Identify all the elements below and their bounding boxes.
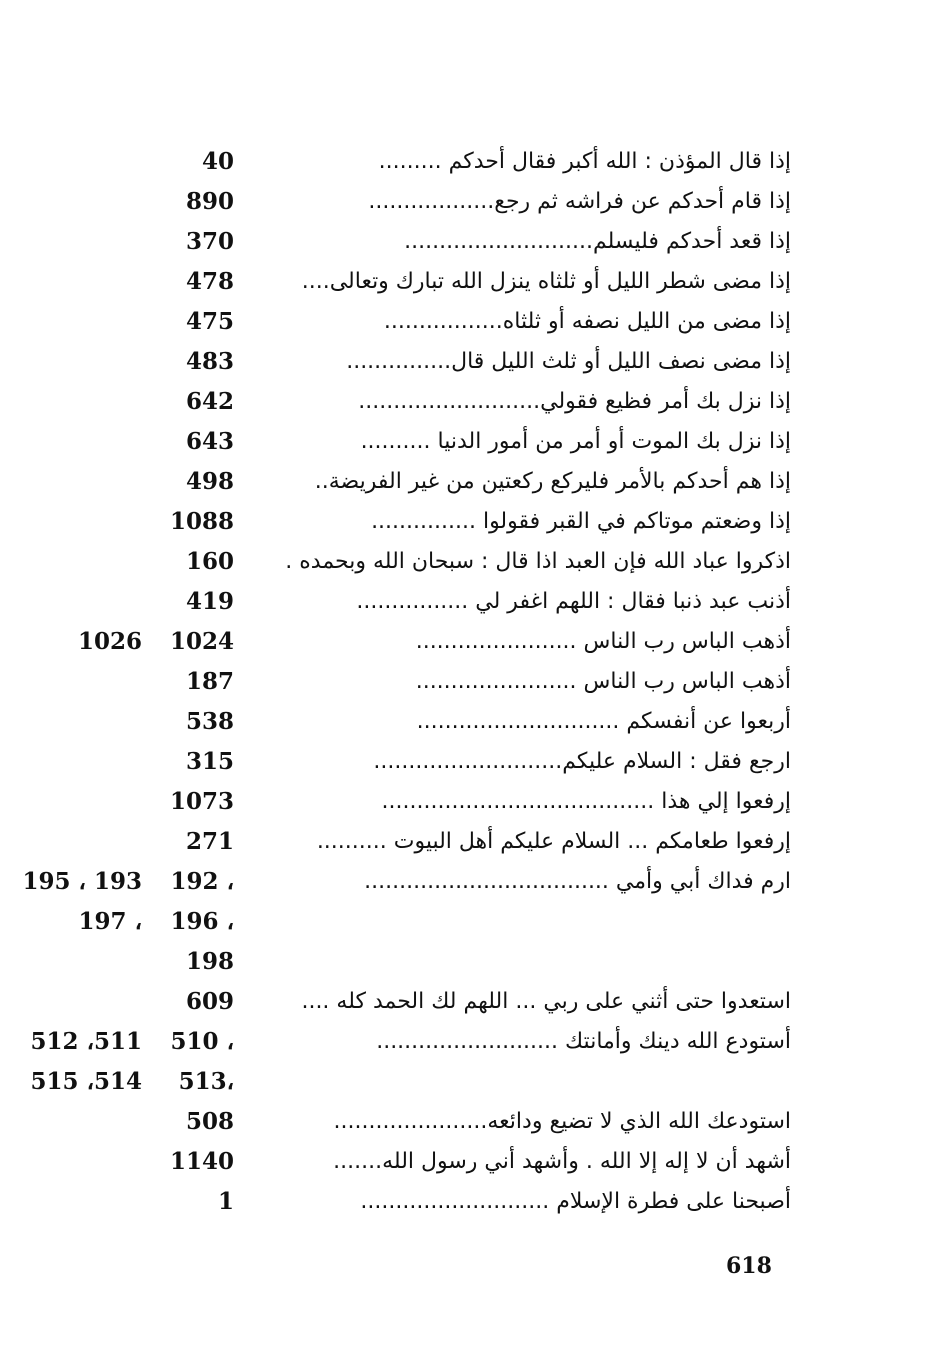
entry-page-number: 1088 bbox=[169, 508, 234, 535]
entry-page-number: 510 ، bbox=[170, 1028, 234, 1055]
entry-text: أشهد أن لا إله إلا الله . وأشهد أني رسول الله....... bbox=[333, 1149, 791, 1174]
index-entry bbox=[0, 702, 934, 742]
entry-text bbox=[261, 1062, 791, 1102]
entry-text: إذا نزل بك الموت أو أمر من أمور الدنيا .......... bbox=[360, 429, 791, 454]
entry-page-number: 370 bbox=[185, 228, 234, 255]
entry-page-extra bbox=[0, 702, 142, 742]
entry-text: إذا قعد أحدكم فليسلم........................... bbox=[404, 229, 791, 254]
entry-page-extra bbox=[0, 182, 142, 222]
entry-page-extra: 512 ،511 bbox=[30, 1028, 142, 1055]
entry-page-number: 642 bbox=[185, 388, 234, 415]
entry-page-number: 192 ، bbox=[170, 868, 234, 895]
entry-text bbox=[261, 902, 791, 942]
entry-page-number: 609 bbox=[185, 988, 234, 1015]
entry-text: ارجع فقل : السلام عليكم........................... bbox=[373, 749, 791, 774]
index-entry bbox=[0, 222, 934, 262]
entry-page-extra bbox=[0, 742, 142, 782]
entry-page-number: 483 bbox=[185, 348, 234, 375]
entry-page-extra bbox=[0, 662, 142, 702]
entry-text: أستودع الله دينك وأمانتك .......................... bbox=[376, 1029, 791, 1054]
entry-page-extra bbox=[0, 822, 142, 862]
entry-text: أذنب عبد ذنبا فقال : اللهم اغفر لي ................ bbox=[356, 589, 791, 614]
entry-page-extra bbox=[0, 222, 142, 262]
entry-page-number: 508 bbox=[185, 1108, 234, 1135]
entry-page-extra bbox=[0, 1142, 142, 1182]
index-entry bbox=[0, 822, 934, 862]
entry-page-extra: 195 ، 193 bbox=[22, 868, 142, 895]
entry-page-extra bbox=[0, 982, 142, 1022]
entry-page-extra bbox=[0, 942, 142, 982]
index-entry bbox=[0, 542, 934, 582]
index-entry bbox=[0, 862, 934, 902]
entry-text: أذهب الباس رب الناس ....................... bbox=[415, 629, 791, 654]
entry-page-number: 198 bbox=[185, 948, 234, 975]
entry-page-number: 40 bbox=[201, 148, 234, 175]
index-entry bbox=[0, 142, 934, 182]
entry-page-number: 513، bbox=[178, 1068, 234, 1095]
entry-page-extra bbox=[0, 1182, 142, 1222]
entry-page-number: 196 ، bbox=[170, 908, 234, 935]
entry-page-number: 890 bbox=[185, 188, 234, 215]
entry-page-number: 419 bbox=[185, 588, 234, 615]
entry-page-extra bbox=[0, 382, 142, 422]
entry-page-number: 187 bbox=[185, 668, 234, 695]
index-entry bbox=[0, 1102, 934, 1142]
page-number: 618 bbox=[726, 1253, 772, 1279]
index-entry bbox=[0, 742, 934, 782]
index-entry bbox=[0, 942, 934, 982]
entry-text: إذا نزل بك أمر فظيع فقولي.......................... bbox=[358, 389, 791, 414]
entry-page-extra bbox=[0, 462, 142, 502]
entry-page-number: 160 bbox=[185, 548, 234, 575]
entry-page-extra bbox=[0, 262, 142, 302]
index-entry bbox=[0, 182, 934, 222]
entry-page-number: 538 bbox=[185, 708, 234, 735]
entry-text bbox=[261, 942, 791, 982]
entry-text: اذكروا عباد الله فإن العبد اذا قال : سبحان الله وبحمده . bbox=[285, 549, 791, 574]
entry-text: أربعوا عن أنفسكم ............................. bbox=[416, 709, 791, 734]
entry-text: إذا مضى من الليل نصفه أو ثلثاه................. bbox=[383, 309, 791, 334]
index-entry bbox=[0, 302, 934, 342]
index-entry bbox=[0, 662, 934, 702]
entry-text: أذهب الباس رب الناس ....................... bbox=[415, 669, 791, 694]
entry-text: إذا قال المؤذن : الله أكبر فقال أحدكم ......... bbox=[378, 149, 791, 174]
entry-text: إذا هم أحدكم بالأمر فليركع ركعتين من غير الفريضة.. bbox=[314, 469, 791, 494]
entry-text: إرفعوا إلي هذا ....................................... bbox=[381, 789, 791, 814]
entry-text: إذا مضى شطر الليل أو ثلثاه ينزل الله تبارك وتعالى.... bbox=[301, 269, 791, 294]
entry-page-extra bbox=[0, 302, 142, 342]
entry-text: ارم فداك أبي وأمي ................................... bbox=[364, 869, 791, 894]
entry-page-number: 315 bbox=[185, 748, 234, 775]
entry-page-extra bbox=[0, 142, 142, 182]
index-entry bbox=[0, 382, 934, 422]
entry-text: إذا قام أحدكم عن فراشه ثم رجع.................. bbox=[368, 189, 791, 214]
entry-text: إذا وضعتم موتاكم في القبر فقولوا ............... bbox=[371, 509, 791, 534]
index-entry bbox=[0, 1182, 934, 1222]
entry-text: إذا مضى نصف الليل أو ثلث الليل قال............... bbox=[346, 349, 791, 374]
entry-page-number: 1024 bbox=[169, 628, 234, 655]
index-entry bbox=[0, 902, 934, 942]
entry-page-extra bbox=[0, 542, 142, 582]
entry-page-extra bbox=[0, 582, 142, 622]
entry-page-number: 475 bbox=[185, 308, 234, 335]
entry-text: أصبحنا على فطرة الإسلام ........................... bbox=[360, 1189, 791, 1214]
index-entry bbox=[0, 262, 934, 302]
entry-page-extra bbox=[0, 1102, 142, 1142]
entry-page-extra: 197 ، bbox=[78, 908, 142, 935]
index-entry bbox=[0, 782, 934, 822]
entry-page-extra bbox=[0, 782, 142, 822]
entry-page-extra bbox=[0, 422, 142, 462]
index-entry bbox=[0, 982, 934, 1022]
index-entry bbox=[0, 1062, 934, 1102]
entry-page-extra: 515 ،514 bbox=[30, 1068, 142, 1095]
index-entry bbox=[0, 462, 934, 502]
entry-page-number: 498 bbox=[185, 468, 234, 495]
index-entry bbox=[0, 422, 934, 462]
entry-page-number: 1140 bbox=[169, 1148, 234, 1175]
entry-page-number: 271 bbox=[185, 828, 234, 855]
index-entry bbox=[0, 342, 934, 382]
entry-page-extra bbox=[0, 342, 142, 382]
entry-page-number: 478 bbox=[185, 268, 234, 295]
entry-page-extra bbox=[0, 502, 142, 542]
entry-text: استعدوا حتى أثني على ربي ... اللهم لك الحمد كله .... bbox=[301, 989, 791, 1014]
entry-page-number: 643 bbox=[185, 428, 234, 455]
entry-text: إرفعوا طعامكم ... السلام عليكم أهل البيوت .......... bbox=[316, 829, 791, 854]
entry-page-number: 1 bbox=[217, 1188, 234, 1215]
index-entry bbox=[0, 622, 934, 662]
index-entry bbox=[0, 1142, 934, 1182]
index-entry bbox=[0, 502, 934, 542]
entry-page-number: 1073 bbox=[169, 788, 234, 815]
index-entry bbox=[0, 1022, 934, 1062]
index-entry bbox=[0, 582, 934, 622]
entry-text: استودعك الله الذي لا تضيع ودائعه...................... bbox=[333, 1109, 791, 1134]
entry-page-extra: 1026 bbox=[77, 628, 142, 655]
